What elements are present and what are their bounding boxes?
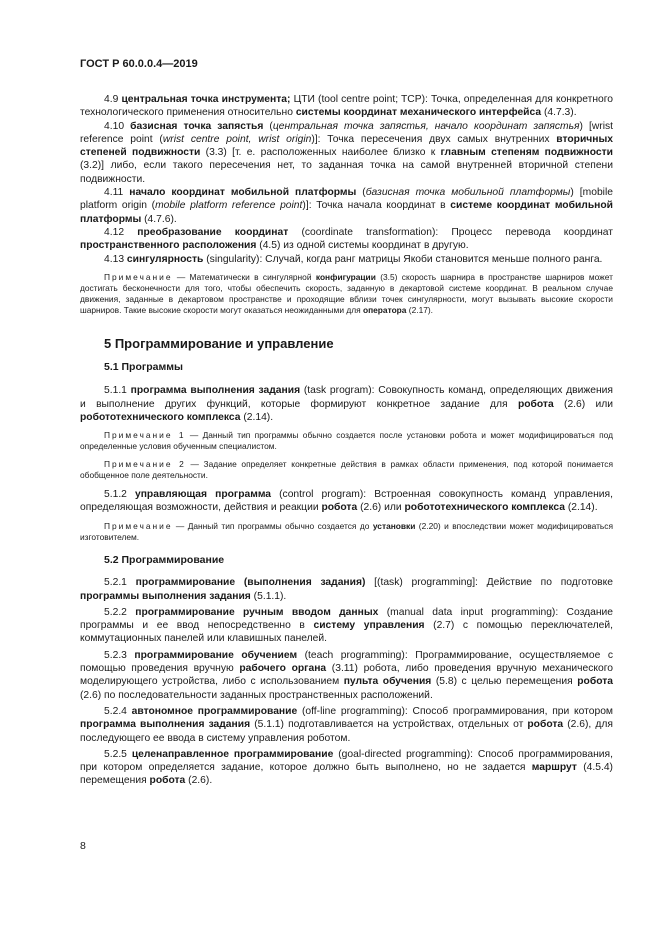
term-5-2-4: 5.2.4 автономное программирование (off-line programming): Способ программирования, при котором программа выполнения задания (5.1.1) подготавливается на устройствах, отдельных от робота (2.6), для последующего ее ввода в систему управления роботом. [80,705,614,744]
section-5-2-heading: 5.2 Программирование [104,553,225,566]
term-4-9: 4.9 центральная точка инструмента; ЦТИ (tool centre point; TCP): Точка, определенная для конкретного технологического применения относительно системы координат механического интерфейса (4.7.3). [80,94,613,119]
term-4-12: 4.12 преобразование координат (coordinate transformation): Процесс перевода координат пространственного расположения (4.5) из одной системы координат в другую. [80,226,613,252]
term-5-2-5: 5.2.5 целенаправленное программирование (goal-directed programming): Способ программирования, при котором определяется задание, которое должно быть выполнено, но не задается маршрут (4.5.4) перемещения робота (2.6). [80,748,613,787]
section-5-heading: 5 Программирование и управление [104,335,334,351]
note-singularity: Примечание — Математически в сингулярной конфигурации (3.5) скорость шарнира в пространстве шарниров может достигать бесконечности для того, чтобы обеспечить скорость, заданную в декартовой системе координат. В реальном случае движения, заданные в декартовом пространстве и проходящие вблизи точек сингулярности, могут вызывать высокие скорости шарниров. Такие высокие скорости могут оказаться неожиданными для оператора (2.17). [80,271,613,316]
term-4-11: 4.11 начало координат мобильной платформы (базисная точка мобильной платформы) [mobile platform origin (mobile platform reference point)]: Точка начала координат в системе координат мобильной платформы (4.7.6). [80,187,614,225]
term-5-2-2: 5.2.2 программирование ручным вводом данных (manual data input programming): Создание программы и ее ввод непосредственно в систему управления (2.7) с помощью переключателей, коммутационных панелей или клавишных панелей. [80,606,613,645]
term-5-1-1: 5.1.1 программа выполнения задания (task program): Совокупность команд, определяющих движения и выполнение других функций, которые формируют конкретное задание для робота (2.6) или робототехнического комплекса (2.14). [80,385,614,423]
term-5-2-3: 5.2.3 программирование обучением (teach programming): Программирование, осуществляемое с помощью проведения вручную рабочего органа (3.11) робота, либо проведения вручную механического моделирующего устройства, либо с использованием пульта обучения (5.8) с целью перемещения робота (2.6) по последовательности заданных пространственных расположений. [80,649,613,701]
note-5-1-1-a: Примечание 1 — Данный тип программы обычно создается после установки робота и может модифицироваться под определенные условия обученным специалистом. [80,430,613,452]
section-5-1-heading: 5.1 Программы [104,360,184,373]
term-4-13: 4.13 сингулярность (singularity): Случай, когда ранг матрицы Якоби становится меньше полного ранга. [104,253,603,265]
term-5-2-1: 5.2.1 программирование (выполнения задания) [(task) programming]: Действие по подготовке программы выполнения задания (5.1.1). [80,577,613,602]
document-header: ГОСТ Р 60.0.0.4—2019 [80,58,198,70]
note-5-1-1-b: Примечание 2 — Задание определяет конкретные действия в рамках области применения, под которой понимается обобщенное поле деятельности. [80,458,613,480]
note-5-1-2: Примечание — Данный тип программы обычно создается до установки (2.20) и впоследствии может модифицироваться изготовителем. [80,520,613,542]
term-5-1-2: 5.1.2 управляющая программа (control program): Встроенная совокупность команд управления, определяющая возможности, действия и реакции робота (2.6) или робототехнического комплекса (2.14). [80,488,613,514]
page-body [80,93,613,788]
page-number: 8 [80,840,86,852]
term-4-10: 4.10 базисная точка запястья (центральная точка запястья, начало координат запястья) [wrist reference point (wrist centre point, wrist origin)]: Точка пересечения двух самых внутренних вторичных степеней подвижности (3.3) [т. е. расположенных наиболее близко к главным степеням подвижности (3.2)] либо, если такого пересечения нет, то заданная точка на самой внутренней вторичной степени подвижности. [80,120,614,185]
